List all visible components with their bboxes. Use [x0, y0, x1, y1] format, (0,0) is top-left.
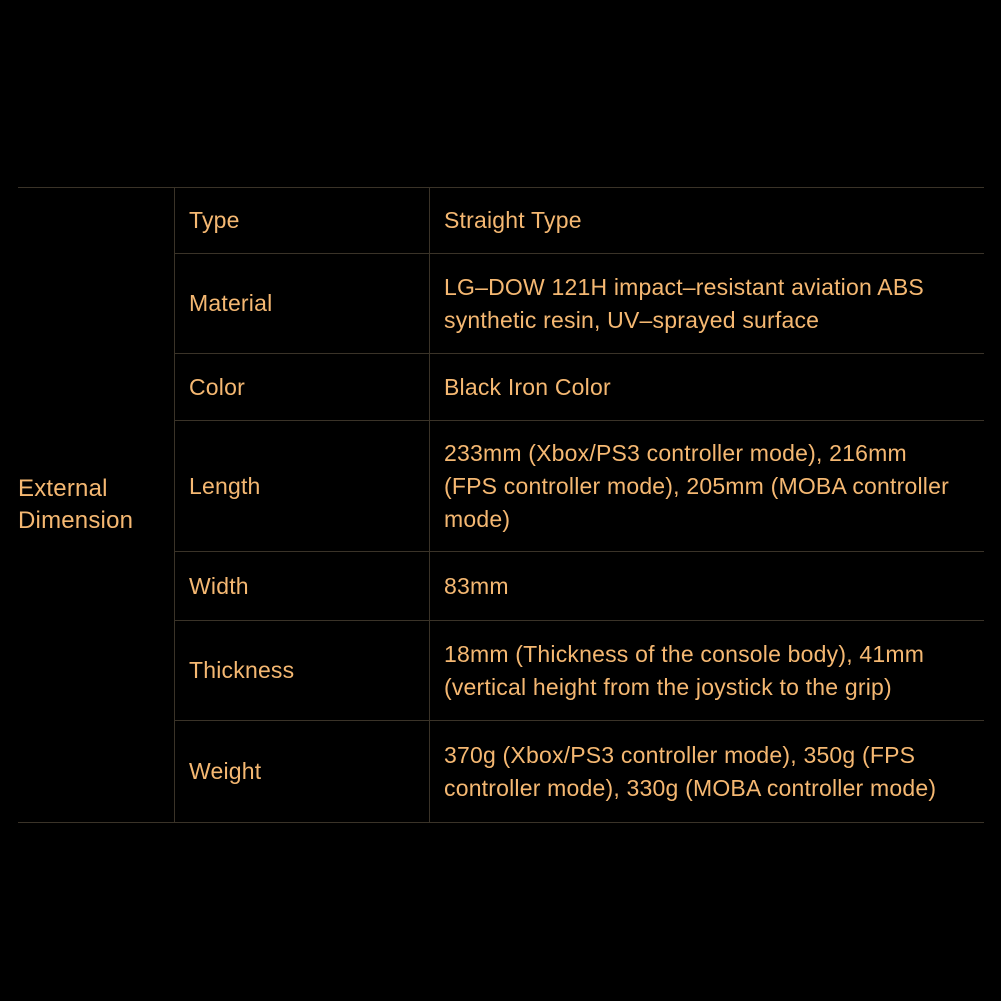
property-cell-thickness: Thickness — [175, 621, 430, 721]
property-cell-material: Material — [175, 254, 430, 354]
value-cell-material: LG–DOW 121H impact–resistant aviation ABS synthetic resin, UV–sprayed surface — [430, 254, 985, 354]
spec-table — [18, 187, 984, 823]
group-label: External Dimension — [18, 475, 134, 534]
table-row — [18, 188, 984, 254]
property-cell-width: Width — [175, 552, 430, 621]
property-cell-color: Color — [175, 354, 430, 421]
value-cell-length: 233mm (Xbox/PS3 controller mode), 216mm (FPS controller mode), 205mm (MOBA controller mode) — [430, 421, 985, 552]
value-cell-weight: 370g (Xbox/PS3 controller mode), 350g (FPS controller mode), 330g (MOBA controller mode) — [444, 741, 937, 801]
value-cell-width: 83mm — [430, 552, 985, 621]
value-cell-thickness: 18mm (Thickness of the console body), 41mm (vertical height from the joystick to the grip) — [430, 621, 985, 721]
value-cell-color: Black Iron Color — [430, 354, 985, 421]
group-cell — [18, 188, 175, 823]
property-cell-type: Type — [175, 188, 430, 254]
value-cell-type: Straight Type — [430, 188, 985, 254]
property-cell-weight: Weight — [175, 721, 430, 823]
property-cell-length: Length — [175, 421, 430, 552]
